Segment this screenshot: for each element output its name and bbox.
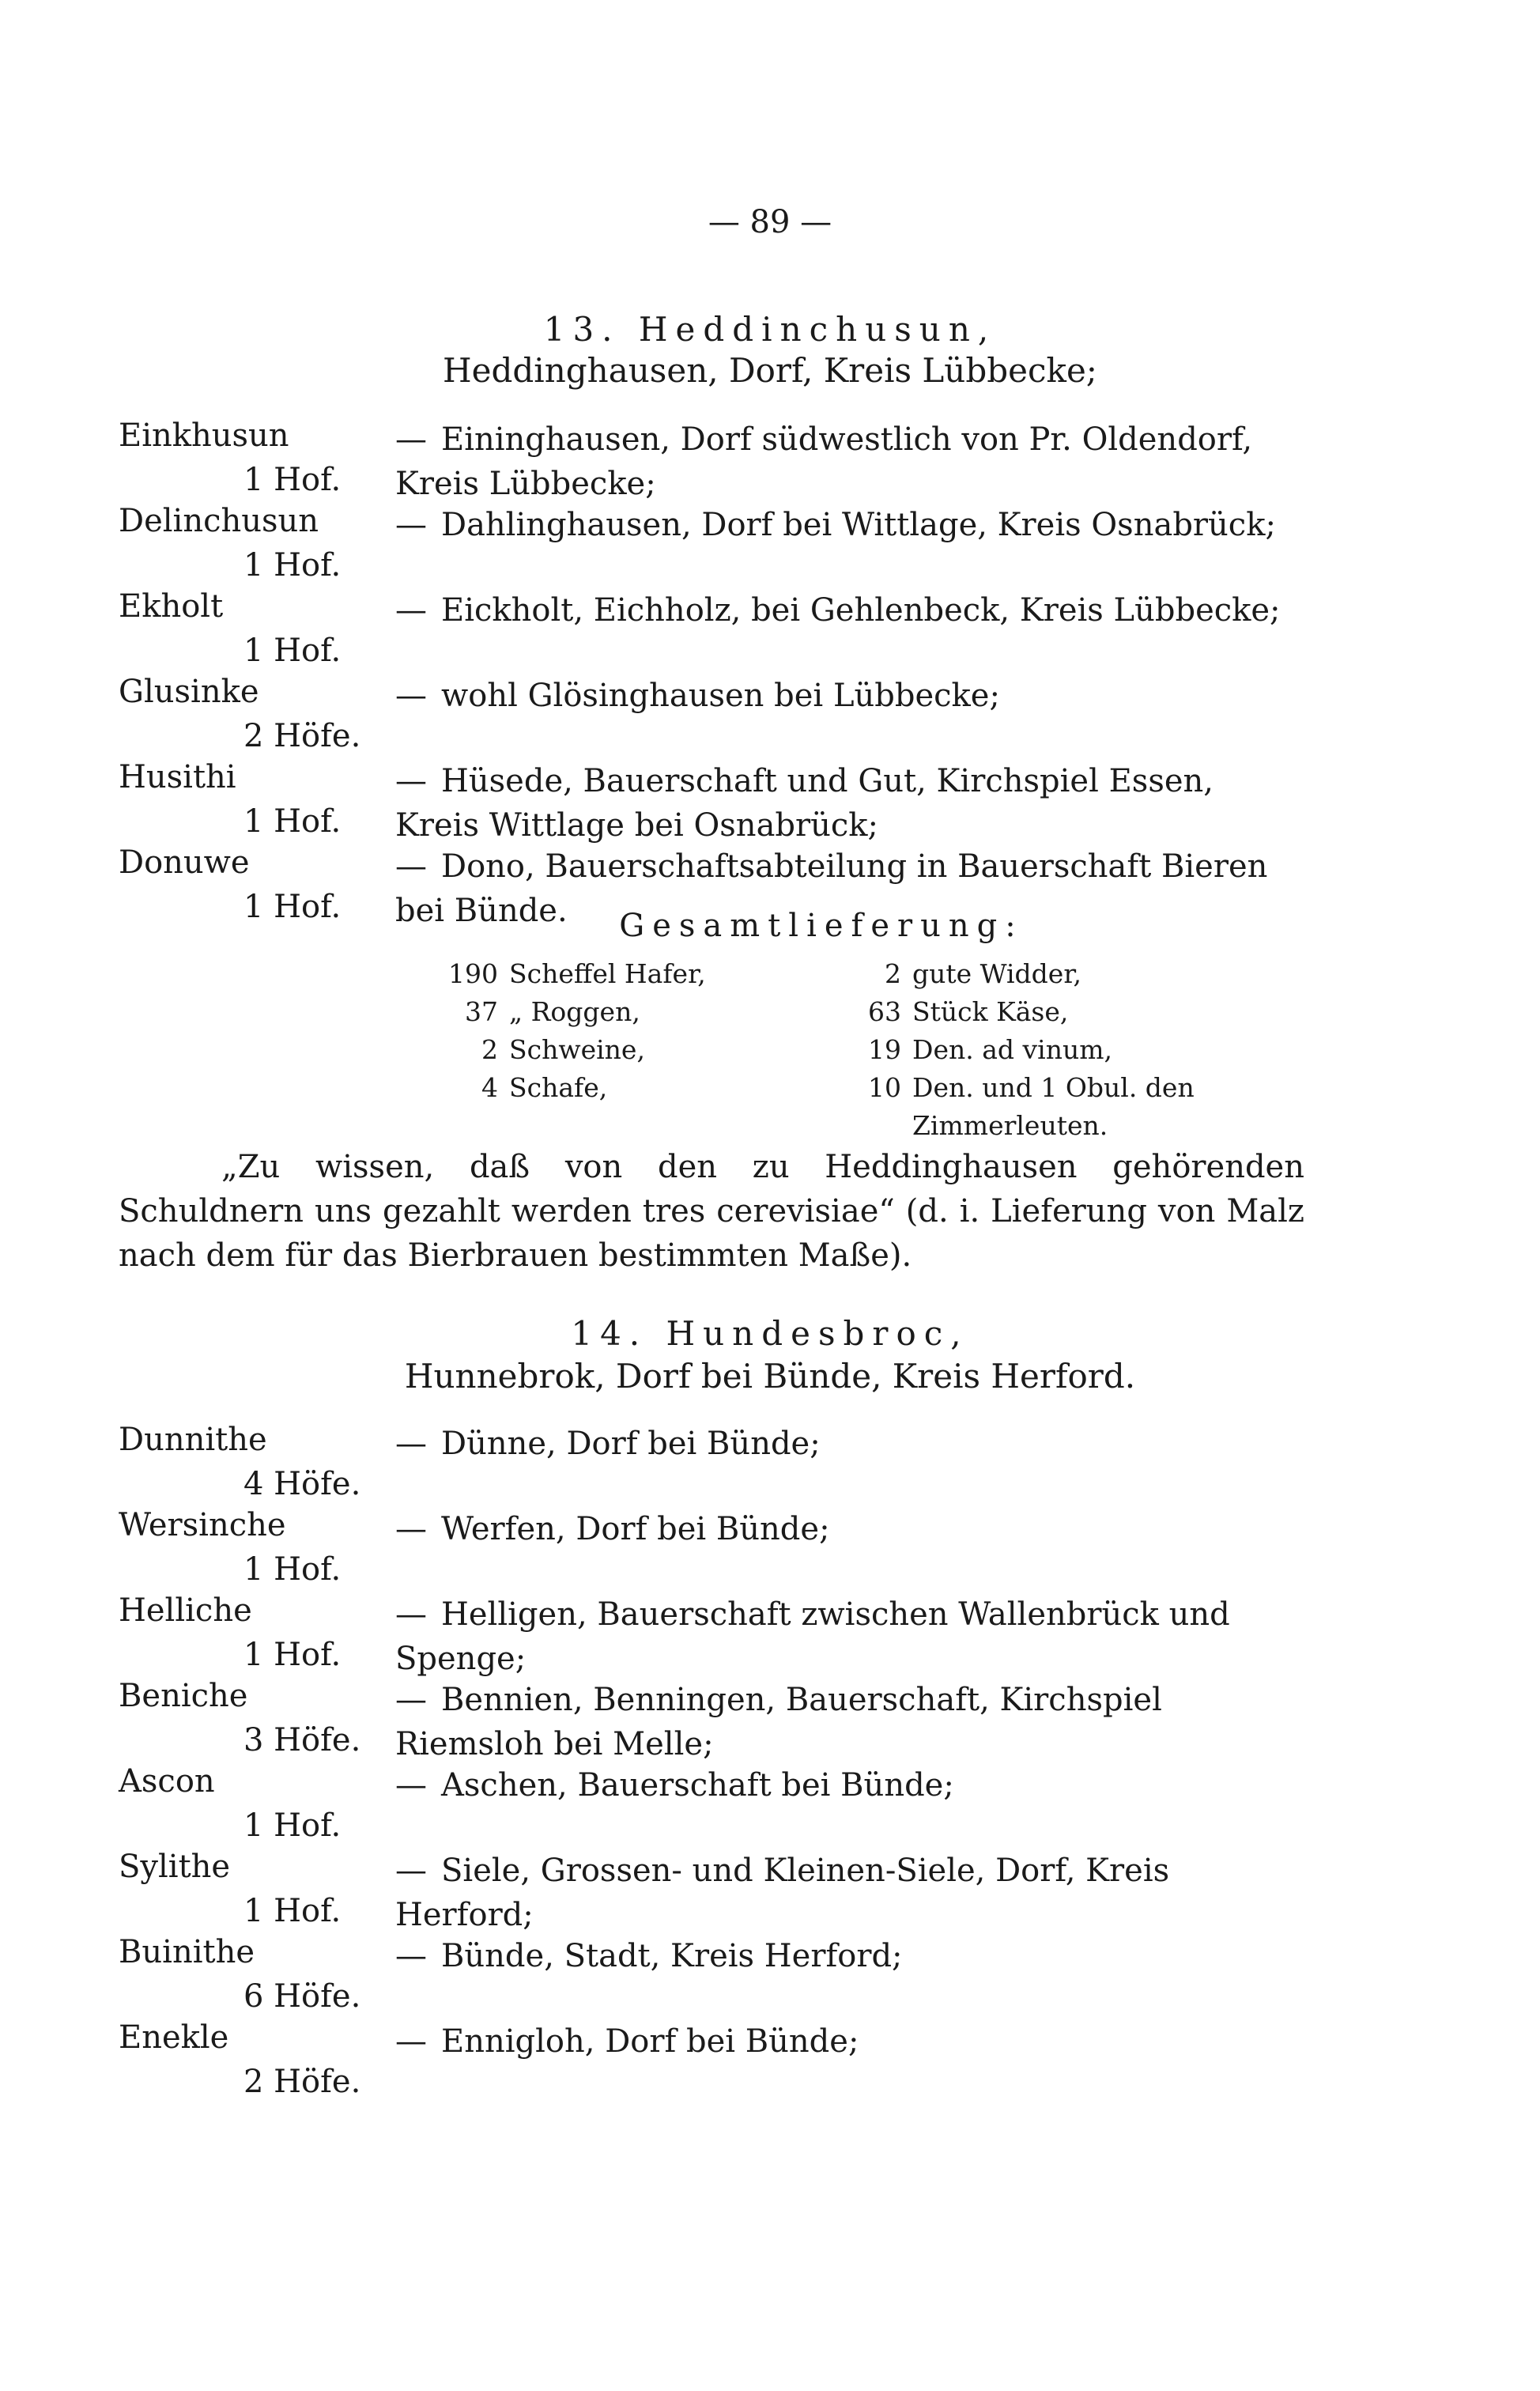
place-name: Ascon <box>119 1763 215 1800</box>
farm-count: 4 Höfe. <box>243 1466 361 1502</box>
place-entry <box>119 2019 1304 2106</box>
farm-count: 3 Höfe. <box>243 1722 361 1758</box>
place-description: — Werfen, Dorf bei Bünde; <box>395 1511 830 1547</box>
section-13-heading: 13. Heddinchusun, <box>543 310 997 349</box>
place-name: Donuwe <box>119 844 250 881</box>
place-entry <box>119 674 1304 761</box>
place-description: — Eickholt, Eichholz, bei Gehlenbeck, Kreis Lübbecke; <box>395 592 1281 629</box>
place-description: — Eininghausen, Dorf südwestlich von Pr. Oldendorf, Kreis Lübbecke; <box>395 421 1253 502</box>
place-name: Sylithe <box>119 1849 231 1885</box>
farm-count: 2 Höfe. <box>243 2064 361 2100</box>
place-entry <box>119 417 1304 504</box>
place-entry <box>119 1934 1304 2021</box>
place-description: — Aschen, Bauerschaft bei Bünde; <box>395 1767 954 1804</box>
place-description: — Dahlinghausen, Dorf bei Wittlage, Kreis Osnabrück; <box>395 507 1276 543</box>
place-name: Wersinche <box>119 1507 286 1543</box>
place-description: — Bünde, Stadt, Kreis Herford; <box>395 1938 903 1974</box>
place-name: Delinchusun <box>119 503 319 539</box>
place-name: Husithi <box>119 759 236 795</box>
farm-count: 1 Hof. <box>243 633 342 669</box>
place-name: Helliche <box>119 1592 252 1629</box>
place-description: — Helligen, Bauerschaft zwischen Wallenbrück und Spenge; <box>395 1596 1230 1677</box>
totals-item: 10 Den. und 1 Obul. den <box>868 1072 1195 1103</box>
farm-count: 1 Hof. <box>243 462 342 498</box>
totals-item: 19 Den. ad vinum, <box>868 1034 1112 1065</box>
farm-count: 1 Hof. <box>243 1893 342 1929</box>
section-14-subheading: Hunnebrok, Dorf bei Bünde, Kreis Herford. <box>404 1357 1136 1396</box>
farm-count: 1 Hof. <box>243 547 342 584</box>
place-entry <box>119 1849 1304 1936</box>
place-entry <box>119 1507 1304 1594</box>
farm-count: 1 Hof. <box>243 803 342 840</box>
place-name: Ekholt <box>119 588 224 625</box>
totals-right-column <box>846 958 1195 1148</box>
place-entry <box>119 1422 1304 1509</box>
section-13-subheading: Heddinghausen, Dorf, Kreis Lübbecke; <box>443 351 1097 390</box>
page-number: — 89 — <box>708 204 832 240</box>
place-name: Einkhusun <box>119 417 289 454</box>
place-name: Buinithe <box>119 1934 255 1970</box>
totals-item: Zimmerleuten. <box>912 1110 1108 1141</box>
totals-item: 4 Schafe, <box>481 1072 608 1103</box>
place-description: — Dono, Bauerschaftsabteilung in Bauerschaft Bieren bei Bünde. <box>395 848 1268 929</box>
place-name: Glusinke <box>119 674 259 710</box>
farm-count: 1 Hof. <box>243 1551 342 1588</box>
totals-title: Gesamtlieferung: <box>619 908 1024 944</box>
farm-count: 1 Hof. <box>243 1637 342 1673</box>
farm-count: 1 Hof. <box>243 889 342 925</box>
place-description: — Ennigloh, Dorf bei Bünde; <box>395 2023 859 2060</box>
place-entry <box>119 1763 1304 1850</box>
place-name: Dunnithe <box>119 1422 267 1458</box>
place-entry <box>119 588 1304 675</box>
totals-item: 37 „ Roggen, <box>465 996 640 1027</box>
farm-count: 2 Höfe. <box>243 718 361 754</box>
place-description: — Bennien, Benningen, Bauerschaft, Kirchspiel Riemsloh bei Melle; <box>395 1682 1162 1762</box>
totals-item: 190 Scheffel Hafer, <box>448 958 706 989</box>
note-paragraph: „Zu wissen, daß von den zu Heddinghausen gehörenden Schuldnern uns gezahlt werden tres cerevisiae“ (d. i. Lieferung von Malz nach dem für das Bierbrauen bestimmten Maße). <box>119 1149 1304 1274</box>
place-description: — Dünne, Dorf bei Bünde; <box>395 1426 821 1462</box>
totals-left-column <box>443 958 706 1110</box>
farm-count: 6 Höfe. <box>243 1978 361 2015</box>
totals-item: 63 Stück Käse, <box>868 996 1069 1027</box>
place-entry <box>119 503 1304 590</box>
place-name: Beniche <box>119 1678 248 1714</box>
place-description: — Siele, Grossen- und Kleinen-Siele, Dorf, Kreis Herford; <box>395 1853 1170 1933</box>
place-name: Enekle <box>119 2019 229 2056</box>
totals-item: 2 Schweine, <box>481 1034 645 1065</box>
place-entry <box>119 1592 1304 1679</box>
section-14-heading: 14. Hundesbroc, <box>571 1314 969 1353</box>
place-description: — Hüsede, Bauerschaft und Gut, Kirchspiel Essen, Kreis Wittlage bei Osnabrück; <box>395 763 1214 844</box>
farm-count: 1 Hof. <box>243 1807 342 1844</box>
place-entry <box>119 759 1304 846</box>
place-entry <box>119 1678 1304 1765</box>
totals-item: 2 gute Widder, <box>885 958 1081 989</box>
place-description: — wohl Glösinghausen bei Lübbecke; <box>395 678 1000 714</box>
